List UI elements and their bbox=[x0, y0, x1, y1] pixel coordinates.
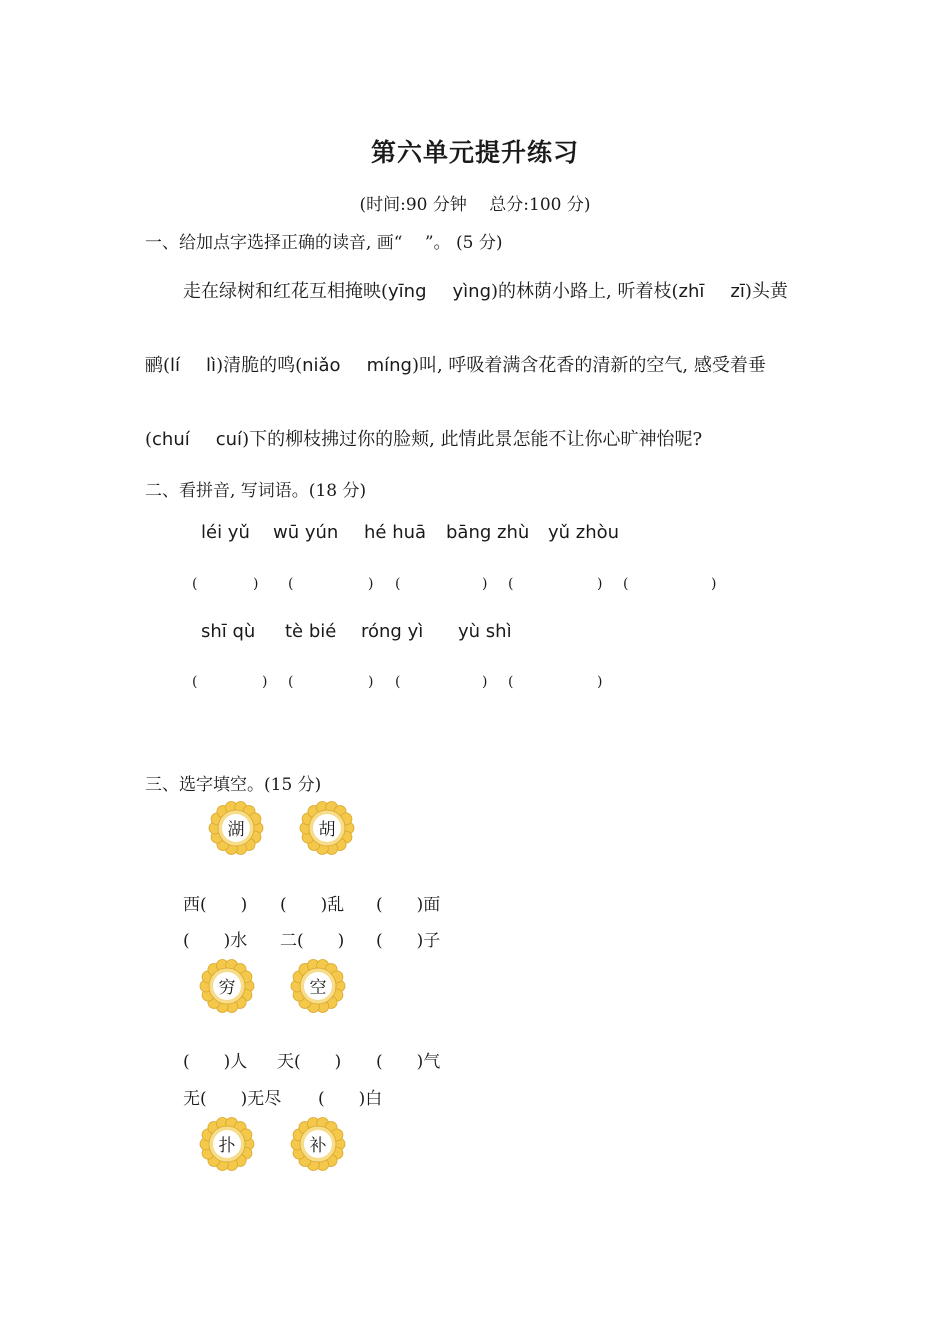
answer-paren-close: ) bbox=[597, 576, 603, 592]
pinyin-option[interactable]: zī bbox=[730, 281, 745, 302]
flower-char-badge bbox=[290, 1116, 346, 1172]
fill-item[interactable]: ( )面 bbox=[376, 895, 441, 915]
flower-char: 胡 bbox=[318, 820, 336, 840]
answer-paren-open: ( bbox=[508, 674, 514, 690]
text-segment: )清脆的鸣( bbox=[216, 355, 303, 376]
pinyin-word: yù shì bbox=[458, 621, 512, 642]
flower-char-badge bbox=[199, 1116, 255, 1172]
pinyin-option[interactable]: chuí bbox=[152, 429, 190, 450]
answer-paren-close: ) bbox=[482, 576, 488, 592]
pinyin-word: bāng zhù bbox=[446, 522, 530, 543]
answer-paren-open: ( bbox=[288, 674, 294, 690]
fill-item[interactable]: ( )水 bbox=[183, 931, 248, 951]
flower-char: 空 bbox=[309, 978, 327, 998]
fill-item[interactable]: 天( ) bbox=[277, 1052, 342, 1072]
section1-line2 bbox=[145, 351, 766, 377]
section2-heading: 二、看拼音, 写词语。(18 分) bbox=[145, 481, 367, 501]
exam-meta: (时间:90 分钟 总分:100 分) bbox=[359, 195, 591, 215]
answer-paren-close: ) bbox=[711, 576, 717, 592]
pinyin-word: hé huā bbox=[364, 522, 427, 543]
flower-char-badge bbox=[290, 958, 346, 1014]
flower-char: 湖 bbox=[227, 820, 245, 840]
fill-item[interactable]: 无( )无尽 bbox=[183, 1089, 282, 1109]
flower-char: 补 bbox=[309, 1136, 327, 1156]
section1-line3 bbox=[145, 425, 702, 451]
answer-paren-open: ( bbox=[192, 674, 198, 690]
answer-paren-close: ) bbox=[253, 576, 259, 592]
pinyin-option[interactable]: yìng bbox=[452, 281, 492, 302]
pinyin-option[interactable]: cuí bbox=[215, 429, 243, 450]
flower-char: 穷 bbox=[218, 978, 236, 998]
answer-paren-close: ) bbox=[597, 674, 603, 690]
pinyin-word: yǔ zhòu bbox=[548, 522, 620, 543]
flower-char: 扑 bbox=[218, 1136, 236, 1156]
text-segment: )的林荫小路上, 听着枝( bbox=[491, 281, 679, 302]
fill-item[interactable]: ( )乱 bbox=[280, 895, 345, 915]
pinyin-option[interactable]: niǎo bbox=[302, 355, 341, 376]
answer-paren-open: ( bbox=[192, 576, 198, 592]
text-segment: )叫, 呼吸着满含花香的清新的空气, 感受着垂 bbox=[411, 355, 766, 376]
pinyin-word: wū yún bbox=[273, 522, 339, 543]
answer-paren-close: ) bbox=[262, 674, 268, 690]
answer-paren-open: ( bbox=[508, 576, 514, 592]
pinyin-option[interactable]: lì bbox=[206, 355, 217, 376]
pinyin-option[interactable]: lí bbox=[170, 355, 181, 376]
page-title: 第六单元提升练习 bbox=[370, 138, 579, 167]
pinyin-word: róng yì bbox=[361, 621, 424, 642]
fill-item[interactable]: 西( ) bbox=[183, 895, 248, 915]
fill-item[interactable]: ( )子 bbox=[376, 931, 441, 951]
answer-paren-close: ) bbox=[482, 674, 488, 690]
flower-char-badge bbox=[208, 800, 264, 856]
text-segment: )头黄 bbox=[744, 281, 788, 302]
fill-item[interactable]: ( )人 bbox=[183, 1052, 248, 1072]
answer-paren-close: ) bbox=[368, 576, 374, 592]
fill-item[interactable]: 二( ) bbox=[280, 931, 345, 951]
fill-item[interactable]: ( )白 bbox=[318, 1089, 383, 1109]
section1-line1 bbox=[183, 277, 788, 303]
pinyin-option[interactable]: míng bbox=[366, 355, 412, 376]
answer-paren-close: ) bbox=[368, 674, 374, 690]
text-segment: )下的柳枝拂过你的脸颊, 此情此景怎能不让你心旷神怡呢? bbox=[242, 429, 703, 450]
flower-char-badge bbox=[299, 800, 355, 856]
answer-paren-open: ( bbox=[623, 576, 629, 592]
answer-paren-open: ( bbox=[395, 674, 401, 690]
section3-heading: 三、选字填空。(15 分) bbox=[145, 775, 322, 795]
fill-item[interactable]: ( )气 bbox=[376, 1052, 441, 1072]
answer-paren-open: ( bbox=[288, 576, 294, 592]
pinyin-option[interactable]: yīng bbox=[388, 281, 427, 302]
pinyin-word: léi yǔ bbox=[201, 522, 250, 543]
text-segment: 鹂( bbox=[145, 355, 171, 376]
pinyin-word: tè bié bbox=[285, 621, 337, 642]
text-segment: ( bbox=[145, 429, 153, 450]
section1-heading: 一、给加点字选择正确的读音, 画“ ”。 (5 分) bbox=[145, 233, 503, 253]
pinyin-option[interactable]: zhī bbox=[678, 281, 705, 302]
pinyin-word: shī qù bbox=[201, 621, 256, 642]
text-segment: 走在绿树和红花互相掩映( bbox=[183, 281, 389, 302]
flower-char-badge bbox=[199, 958, 255, 1014]
answer-paren-open: ( bbox=[395, 576, 401, 592]
